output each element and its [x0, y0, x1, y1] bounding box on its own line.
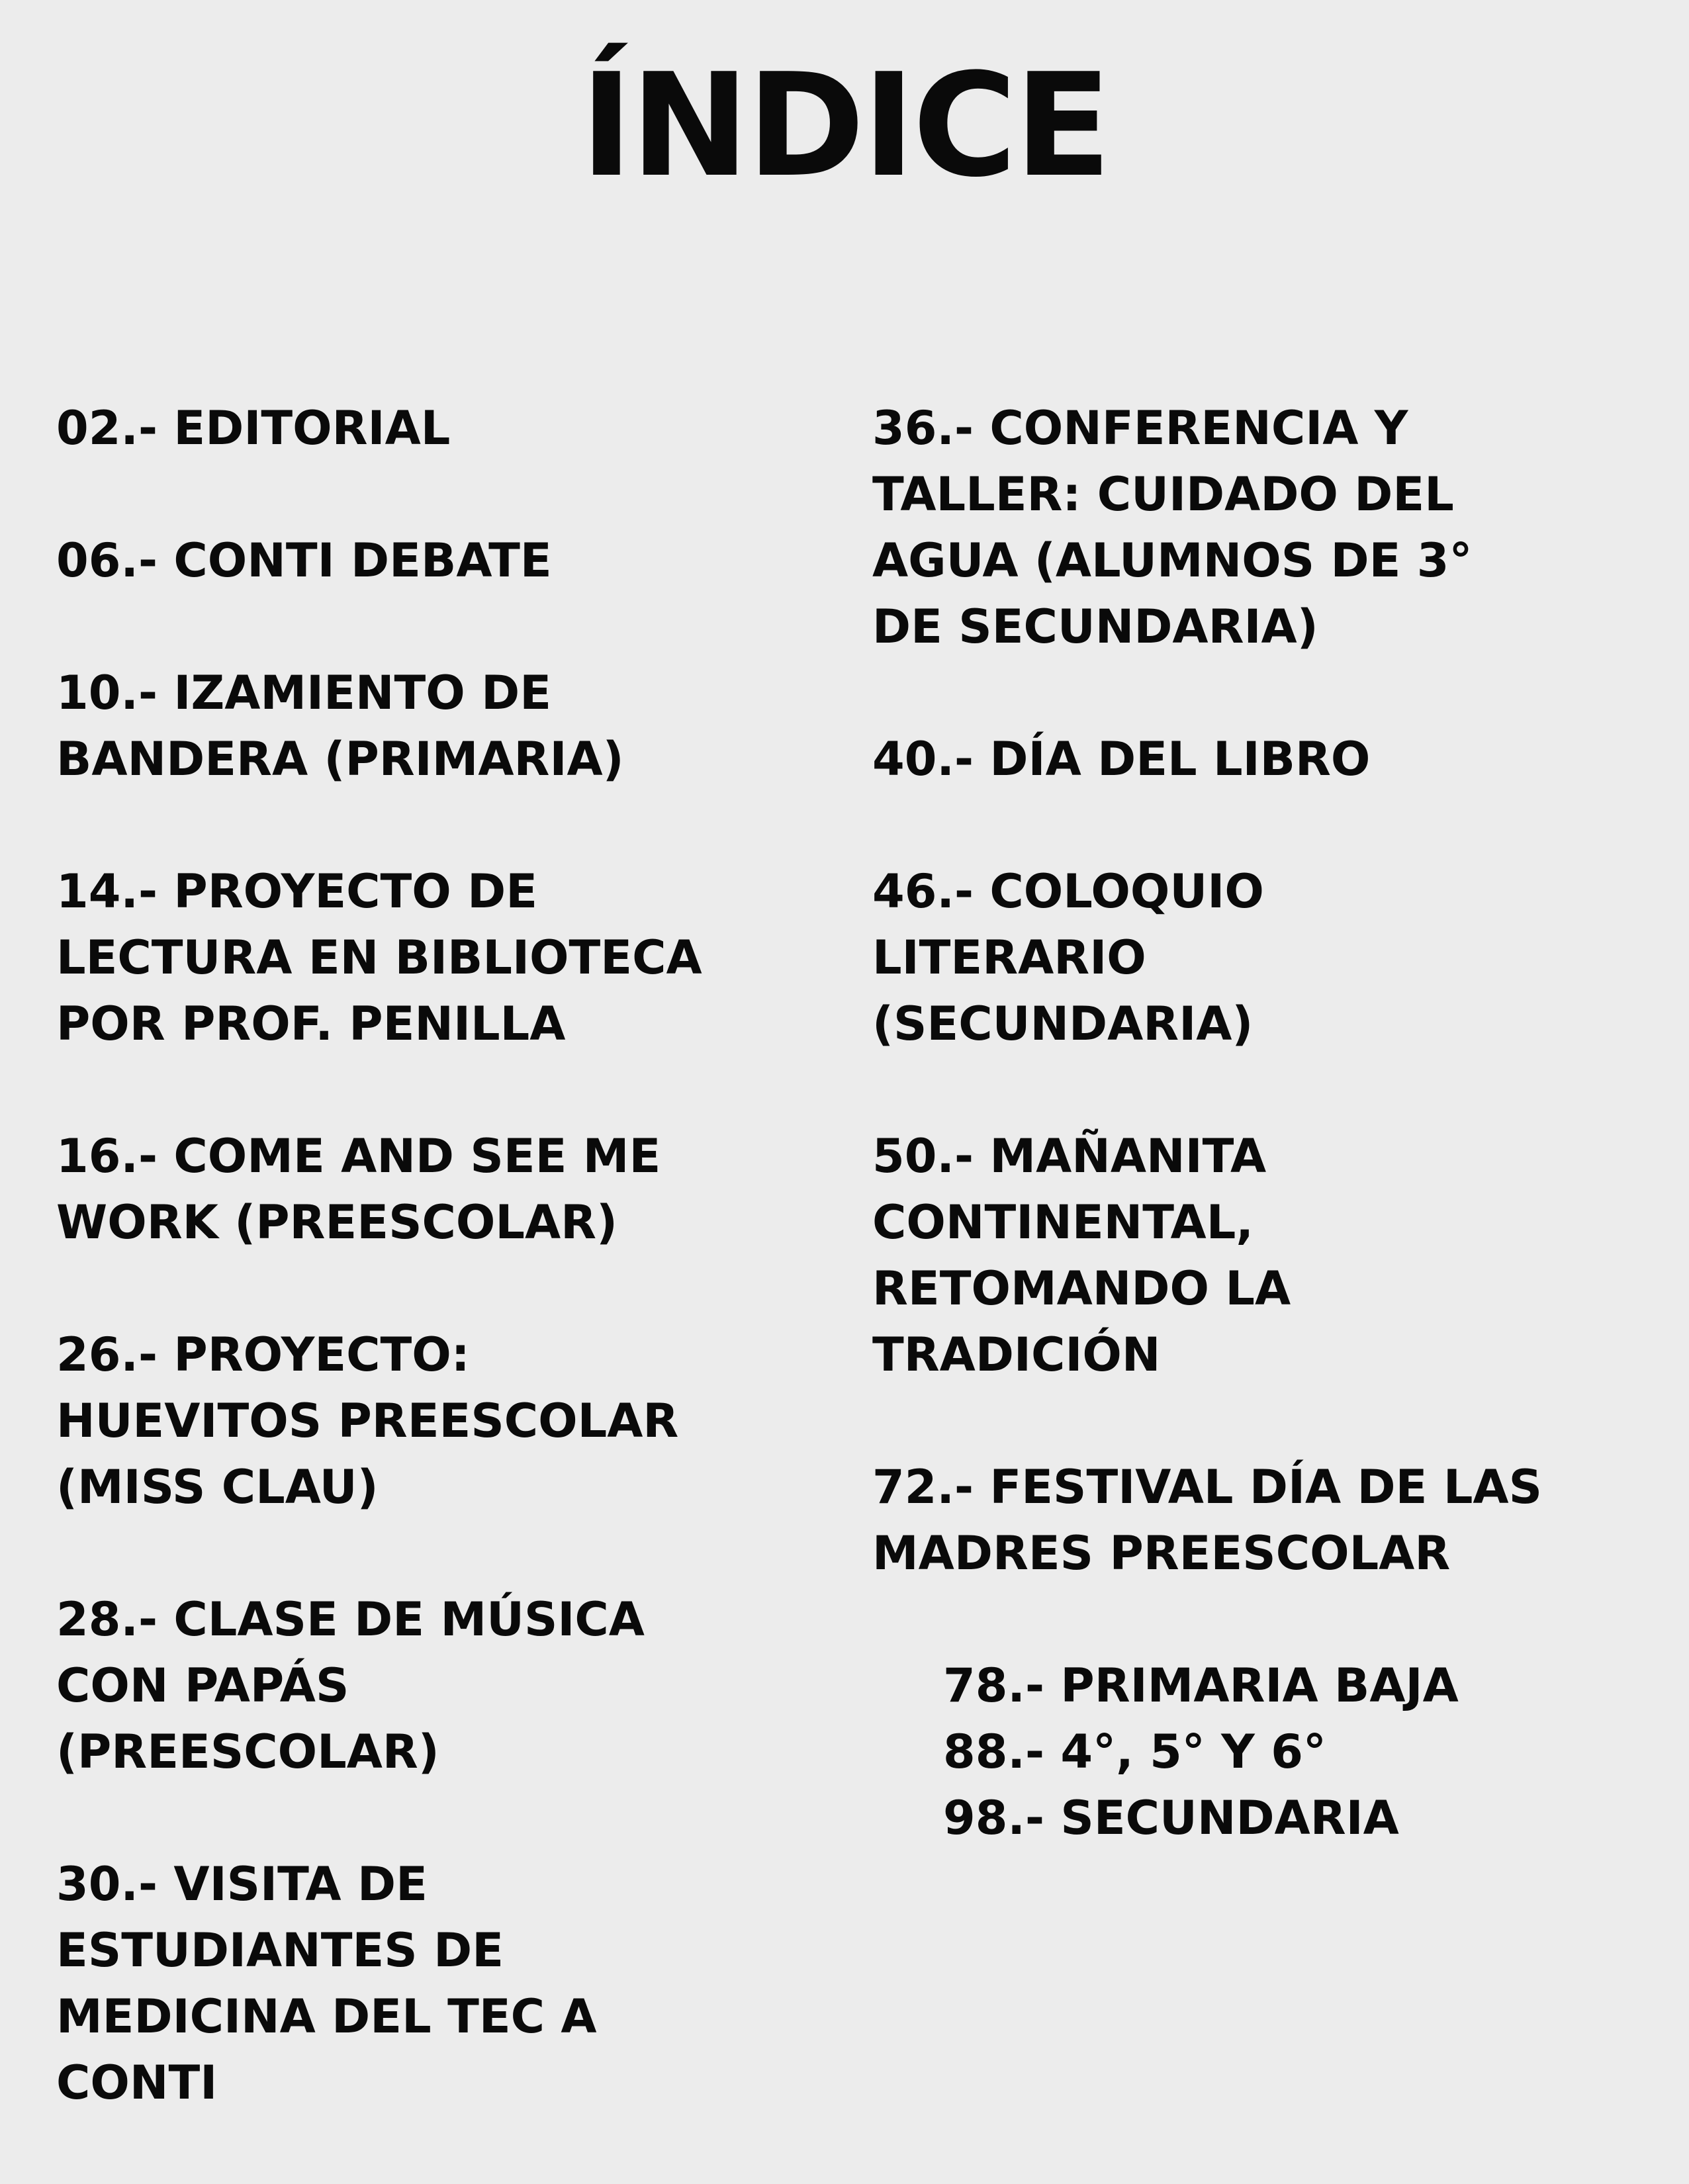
toc-entry-line: 16.- COME AND SEE ME	[56, 1129, 661, 1183]
toc-entry-izamiento-de-bandera[interactable]	[56, 660, 624, 792]
toc-entry-line: 26.- PROYECTO:	[56, 1328, 470, 1382]
page-title: ÍNDICE	[580, 42, 1109, 208]
toc-entry-proyecto-de-lectura[interactable]	[56, 858, 702, 1057]
toc-entry-line: LECTURA EN BIBLIOTECA	[56, 931, 702, 985]
toc-entry-conti-debate[interactable]	[56, 527, 552, 594]
toc-entry-line: CONTI	[56, 2056, 218, 2110]
toc-entry-line: 40.- DÍA DEL LIBRO	[872, 732, 1371, 786]
toc-entry-line: 36.- CONFERENCIA Y	[872, 401, 1408, 455]
toc-entry-come-and-see-me-work[interactable]	[56, 1123, 661, 1255]
toc-entry-coloquio-literario[interactable]	[872, 858, 1264, 1057]
toc-entry-line: (PREESCOLAR)	[56, 1725, 439, 1779]
toc-entry-line: 02.- EDITORIAL	[56, 401, 451, 455]
toc-entry-line: LITERARIO	[872, 931, 1146, 985]
toc-entry-festival-dia-de-las-madres[interactable]	[872, 1454, 1542, 1586]
toc-entry-visita-de-estudiantes[interactable]	[56, 1851, 597, 2116]
toc-entry-line: 28.- CLASE DE MÚSICA	[56, 1592, 645, 1647]
toc-entry-line: 98.- SECUNDARIA	[943, 1791, 1399, 1845]
toc-entry-line: 46.- COLOQUIO	[872, 864, 1264, 919]
toc-entry-line: 78.- PRIMARIA BAJA	[943, 1659, 1459, 1713]
toc-entry-line: RETOMANDO LA	[872, 1261, 1291, 1316]
toc-entry-line: TRADICIÓN	[872, 1328, 1161, 1382]
toc-entry-conferencia-y-taller[interactable]	[872, 395, 1473, 660]
toc-entry-line: TALLER: CUIDADO DEL	[872, 467, 1454, 522]
toc-entry-line: (SECUNDARIA)	[872, 997, 1254, 1051]
toc-entry-line: DE SECUNDARIA)	[872, 600, 1318, 654]
toc-entry-clase-de-musica[interactable]	[56, 1586, 645, 1785]
toc-entry-dia-del-libro[interactable]	[872, 726, 1370, 792]
toc-entry-line: CONTINENTAL,	[872, 1195, 1254, 1250]
toc-entry-editorial[interactable]	[56, 395, 450, 461]
toc-entry-line: HUEVITOS PREESCOLAR	[56, 1394, 679, 1448]
toc-entry-line: POR PROF. PENILLA	[56, 997, 566, 1051]
toc-entry-line: 14.- PROYECTO DE	[56, 864, 538, 919]
toc-entry-line: CON PAPÁS	[56, 1659, 349, 1713]
toc-entry-line: 30.- VISITA DE	[56, 1857, 428, 1911]
toc-entry-mananita-continental[interactable]	[872, 1123, 1291, 1388]
toc-entry-line: WORK (PREESCOLAR)	[56, 1195, 618, 1250]
toc-entry-line: BANDERA (PRIMARIA)	[56, 732, 624, 786]
toc-entry-line: MADRES PREESCOLAR	[872, 1526, 1451, 1580]
toc-entry-line: 50.- MAÑANITA	[872, 1129, 1267, 1183]
toc-entry-line: 06.- CONTI DEBATE	[56, 533, 552, 588]
toc-entry-proyecto-huevitos[interactable]	[56, 1322, 678, 1520]
toc-entry-line: MEDICINA DEL TEC A	[56, 1989, 597, 2044]
toc-entry-line: ESTUDIANTES DE	[56, 1923, 504, 1978]
toc-entry-line: AGUA (ALUMNOS DE 3°	[872, 533, 1473, 588]
toc-entry-line: 88.- 4°, 5° Y 6°	[943, 1725, 1326, 1779]
toc-entry-line: 72.- FESTIVAL DÍA DE LAS	[872, 1460, 1543, 1514]
toc-entry-line: (MISS CLAU)	[56, 1460, 379, 1514]
toc-entry-grade-sections[interactable]	[943, 1653, 1459, 1851]
toc-entry-line: 10.- IZAMIENTO DE	[56, 666, 552, 720]
